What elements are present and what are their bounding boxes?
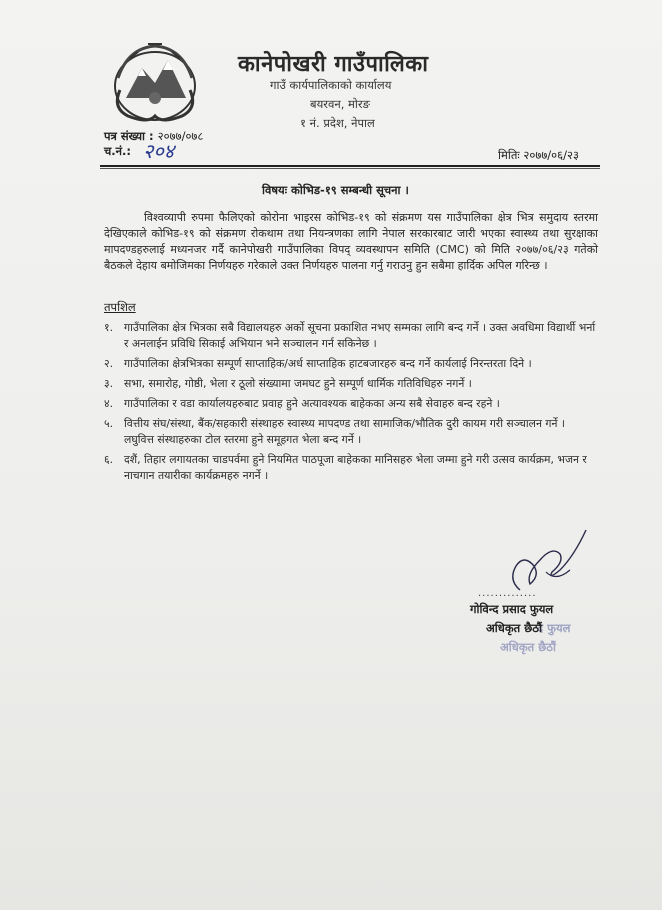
item-text: दशैं, तिहार लगायतका चाडपर्वमा हुने नियमित पाठपूजा बाहेकका मानिसहरु भेला जम्मा हुने गरी उत्सव कार्यक्रम, भजन र नाचगान तयारीका कार्यक्रमहरु नगर्ने । — [124, 453, 587, 482]
signer-title: अधिकृत छैठौं — [486, 621, 542, 635]
org-province: १ नं. प्रदेश, नेपाल — [300, 116, 375, 130]
item-text: गाउँपालिका क्षेत्र भित्रका सबै विद्यालयहरु अर्को सूचना प्रकाशित नभए सम्मका लागि बन्द गर्ने । उक्त अवधिमा विद्यार्थी भर्ना र अनलाईन प्रविधि सिकाई अभियान भने सञ्चालन गर्न सकिनेछ । — [124, 321, 596, 350]
body-paragraph — [104, 210, 598, 274]
list-heading: तपशिल — [104, 300, 136, 314]
list-item — [104, 320, 598, 352]
list-item — [104, 376, 598, 392]
item-number: २. — [104, 357, 114, 370]
item-number: ६. — [104, 453, 114, 466]
stamp-title: अधिकृत छैठौं — [500, 640, 556, 654]
item-text: वित्तीय संघ/संस्था, बैंक/सहकारी संस्थाहरु स्वास्थ्य मापदण्ड तथा सामाजिक/भौतिक दुरी कायम गरी सञ्चालन गर्ने । लघुवित्त संस्थाहरुका टोल स्तरमा हुने समूहगत भेला बन्द गर्ने । — [124, 417, 565, 446]
decision-list — [104, 320, 598, 488]
nepal-emblem-logo — [108, 38, 202, 124]
stamp-name: द फुयल — [537, 621, 571, 635]
body-text: विश्वव्यापी रुपमा फैलिएको कोरोना भाइरस कोभिड-१९ को संक्रमण यस गाउँपालिका क्षेत्र भित्र समुदाय स्तरमा देखिएकाले कोभिड-१९ को संक्रमण रोकथाम तथा नियन्त्रणका लागि नेपाल सरकारबाट जारी भएका स्वास्थ्य तथा सुरक्षाका मापदण्डहरुलाई मध्यनजर गर्दै कानेपोखरी गाउँपालिका विपद् व्यवस्थापन समिति (CMC) को मिति २०७७/०६/२३ गतेको बैठकले देहाय बमोजिमका निर्णयहरु गरेकाले उक्त निर्णयहरु पालना गर्नु गराउनु हुन सबैमा हार्दिक अपिल गरिन्छ । — [104, 211, 598, 272]
signature-line: .............. — [478, 588, 537, 599]
reference-value: २०७७/०७८ — [157, 129, 204, 143]
list-item — [104, 396, 598, 412]
item-text: सभा, समारोह, गोष्ठी, भेला र ठूलो संख्यामा जमघट हुने सम्पूर्ण धार्मिक गतिविधिहरु नगर्ने । — [124, 377, 472, 390]
org-office: गाउँ कार्यपालिकाको कार्यालय — [270, 78, 392, 92]
letter-date — [498, 148, 579, 163]
item-text: गाउँपालिका क्षेत्रभित्रका सम्पूर्ण साप्ताहिक/अर्ध साप्ताहिक हाटबजारहरु बन्द गर्ने कार्यलाई निरन्तरता दिने । — [124, 357, 532, 370]
item-text: गाउँपालिका र वडा कार्यालयहरुबाट प्रवाह हुने अत्यावश्यक बाहेकका अन्य सबै सेवाहरु बन्द रहने । — [124, 397, 500, 410]
dispatch-number-handwritten: २०४ — [143, 139, 175, 163]
list-item — [104, 452, 598, 484]
org-address: बयरवन, मोरङ — [310, 97, 370, 111]
header-divider — [100, 165, 600, 167]
letter-subject: विषयः कोभिड-१९ सम्बन्धी सूचना । — [262, 183, 409, 197]
item-number: ३. — [104, 377, 114, 390]
dispatch-label: च.नं.: — [104, 144, 132, 158]
date-value: २०७७/०६/२३ — [523, 148, 579, 162]
date-label: मितिः — [498, 148, 520, 162]
item-number: ४. — [104, 397, 114, 410]
header-divider-thin — [100, 168, 600, 169]
list-item — [104, 416, 598, 448]
item-number: ५. — [104, 417, 114, 430]
item-number: १. — [104, 321, 114, 334]
list-item — [104, 356, 598, 372]
org-name: कानेपोखरी गाउँपालिका — [238, 52, 429, 77]
reference-label: पत्र संख्या : — [104, 129, 154, 143]
signer-name: गोविन्द प्रसाद फुयल — [470, 602, 554, 616]
